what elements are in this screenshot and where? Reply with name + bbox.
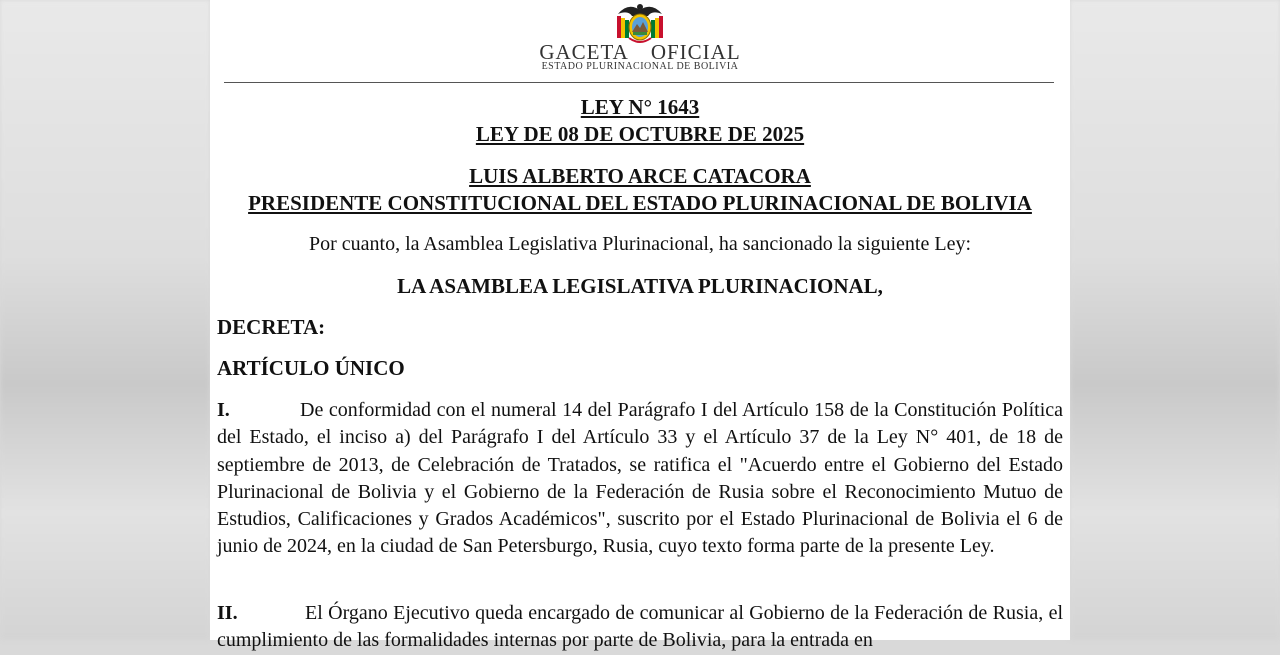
paragraph-2-number: II. (217, 602, 238, 624)
gazette-subtitle: ESTADO PLURINACIONAL DE BOLIVIA (541, 61, 739, 72)
asamblea-heading: LA ASAMBLEA LEGISLATIVA PLURINACIONAL, (397, 274, 883, 298)
paragraph-1-text: De conformidad con el numeral 14 del Parágrafo I del Artículo 158 de la Constitución Política del Estado, el inciso a) del Parágrafo I del Artículo 33 y el Artículo 37 de la Ley N° 401, de 18 de septiembre de 2013, de Celebración de Tratados, se ratifica el "Acuerdo entre el Gobierno del Estado Plurinacional de Bolivia y el Gobierno de la Federación de Rusia sobre el Reconocimiento Mutuo de Estudios, Calificaciones y Grados Académicos", suscrito por el Estado Plurinacional de Bolivia el 6 de junio de 2024, en la ciudad de San Petersburgo, Rusia, cuyo texto forma parte de la presente Ley. (217, 399, 1063, 558)
president-name: LUIS ALBERTO ARCE CATACORA (469, 164, 811, 188)
president-title: PRESIDENTE CONSTITUCIONAL DEL ESTADO PLURINACIONAL DE BOLIVIA (248, 191, 1032, 215)
gazette-title-word1: GACETA (539, 40, 629, 64)
paragraph-2 (217, 600, 1063, 655)
law-date: LEY DE 08 DE OCTUBRE DE 2025 (475, 122, 805, 146)
paragraph-2-text: El Órgano Ejecutivo queda encargado de comunicar al Gobierno de la Federación de Rusia, el cumplimiento de las formalidades internas por parte de Bolivia, para la entrada en (217, 602, 1063, 652)
gazette-header (210, 0, 1070, 84)
law-number: LEY N° 1643 (580, 95, 700, 119)
header-divider (224, 82, 1054, 83)
gazette-title-word2: OFICIAL (650, 40, 741, 64)
paragraph-1 (217, 397, 1063, 561)
paragraph-1-number: I. (217, 399, 230, 421)
document-page (210, 0, 1070, 652)
background-right (1070, 0, 1280, 640)
articulo-heading: ARTÍCULO ÚNICO (217, 356, 405, 380)
background-left (0, 0, 210, 640)
por-cuanto-text: Por cuanto, la Asamblea Legislativa Plurinacional, ha sancionado la siguiente Ley: (308, 233, 972, 255)
decreta-heading: DECRETA: (217, 315, 326, 339)
